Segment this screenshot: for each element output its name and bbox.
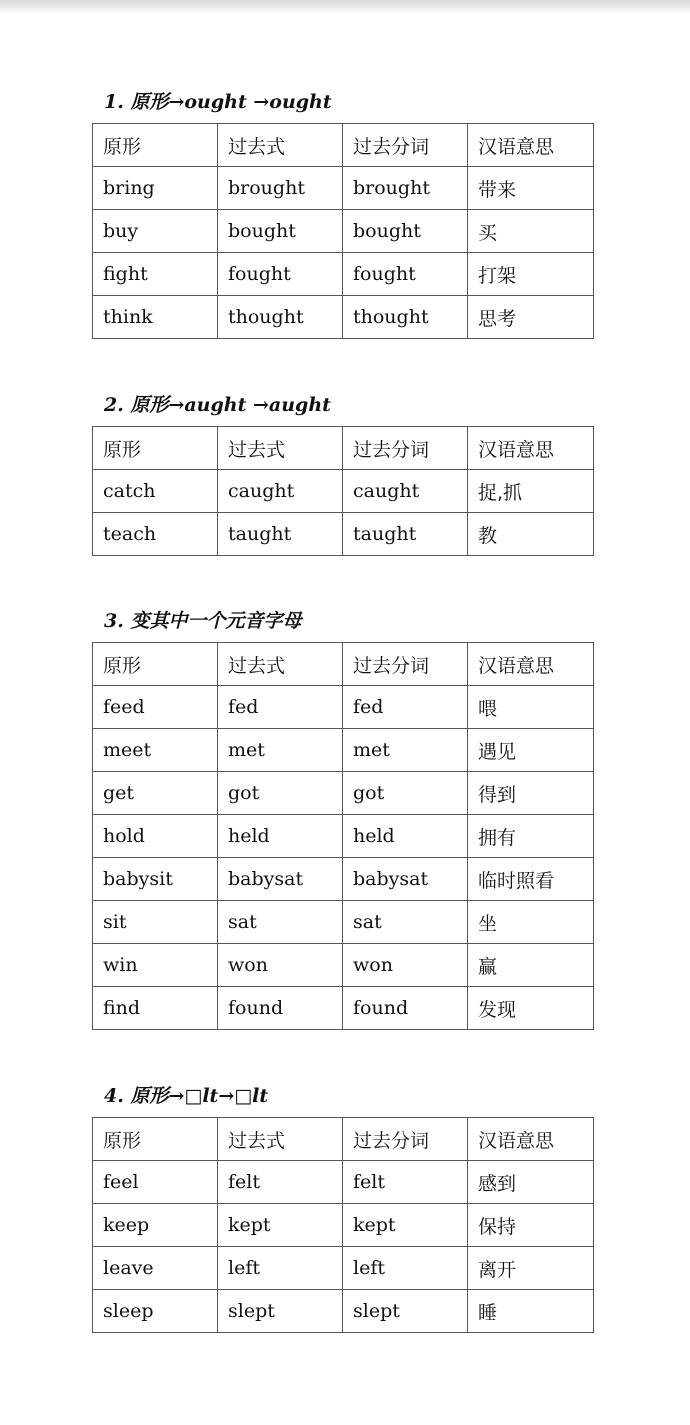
base-form-cell: keep [93,1204,218,1247]
past-tense-cell: babysat [218,858,343,901]
verb-table [92,642,594,1030]
meaning-cell: 坐 [468,901,594,944]
meaning-cell: 睡 [468,1290,594,1333]
past-tense-cell: sat [218,901,343,944]
header-chinese-meaning: 汉语意思 [468,1118,594,1161]
verb-table [92,1117,594,1333]
header-base-form: 原形 [93,124,218,167]
header-past-tense: 过去式 [218,643,343,686]
past-participle-cell: held [343,815,468,858]
past-participle-cell: fed [343,686,468,729]
meaning-cell: 赢 [468,944,594,987]
meaning-cell: 捉,抓 [468,470,594,513]
past-tense-cell: caught [218,470,343,513]
past-participle-cell: fought [343,253,468,296]
table-row [93,944,594,987]
past-participle-cell: babysat [343,858,468,901]
past-participle-cell: left [343,1247,468,1290]
meaning-cell: 教 [468,513,594,556]
table-row [93,253,594,296]
top-edge-shadow [0,0,690,14]
table-row [93,858,594,901]
header-past-participle: 过去分词 [343,124,468,167]
table-row [93,1204,594,1247]
past-participle-cell: bought [343,210,468,253]
table-row [93,470,594,513]
meaning-cell: 得到 [468,772,594,815]
past-participle-cell: brought [343,167,468,210]
meaning-cell: 买 [468,210,594,253]
base-form-cell: feed [93,686,218,729]
past-tense-cell: found [218,987,343,1030]
meaning-cell: 喂 [468,686,594,729]
meaning-cell: 保持 [468,1204,594,1247]
past-tense-cell: fought [218,253,343,296]
past-tense-cell: thought [218,296,343,339]
base-form-cell: hold [93,815,218,858]
past-tense-cell: fed [218,686,343,729]
table-row [93,296,594,339]
verb-table [92,426,594,556]
past-tense-cell: got [218,772,343,815]
section-title: 1. 原形→ought →ought [104,91,332,113]
header-chinese-meaning: 汉语意思 [468,643,594,686]
past-participle-cell: sat [343,901,468,944]
header-chinese-meaning: 汉语意思 [468,427,594,470]
base-form-cell: win [93,944,218,987]
base-form-cell: find [93,987,218,1030]
meaning-cell: 拥有 [468,815,594,858]
past-participle-cell: felt [343,1161,468,1204]
table-row [93,513,594,556]
base-form-cell: sit [93,901,218,944]
header-past-participle: 过去分词 [343,643,468,686]
past-tense-cell: felt [218,1161,343,1204]
table-row [93,772,594,815]
verb-table [92,123,594,339]
table-header-row [93,124,594,167]
header-past-tense: 过去式 [218,427,343,470]
past-tense-cell: met [218,729,343,772]
base-form-cell: fight [93,253,218,296]
header-chinese-meaning: 汉语意思 [468,124,594,167]
header-base-form: 原形 [93,643,218,686]
table-header-row [93,643,594,686]
past-tense-cell: left [218,1247,343,1290]
base-form-cell: think [93,296,218,339]
past-participle-cell: got [343,772,468,815]
table-row [93,815,594,858]
header-past-tense: 过去式 [218,1118,343,1161]
past-tense-cell: bought [218,210,343,253]
past-participle-cell: taught [343,513,468,556]
past-tense-cell: held [218,815,343,858]
past-participle-cell: met [343,729,468,772]
table-row [93,167,594,210]
past-participle-cell: won [343,944,468,987]
header-base-form: 原形 [93,1118,218,1161]
past-tense-cell: brought [218,167,343,210]
past-tense-cell: kept [218,1204,343,1247]
section-title: 3. 变其中一个元音字母 [104,610,302,632]
base-form-cell: sleep [93,1290,218,1333]
base-form-cell: babysit [93,858,218,901]
base-form-cell: teach [93,513,218,556]
past-participle-cell: slept [343,1290,468,1333]
base-form-cell: meet [93,729,218,772]
table-row [93,686,594,729]
past-participle-cell: kept [343,1204,468,1247]
table-header-row [93,1118,594,1161]
table-row [93,210,594,253]
table-row [93,901,594,944]
base-form-cell: leave [93,1247,218,1290]
meaning-cell: 遇见 [468,729,594,772]
meaning-cell: 离开 [468,1247,594,1290]
past-tense-cell: won [218,944,343,987]
table-row [93,1161,594,1204]
header-past-participle: 过去分词 [343,427,468,470]
past-participle-cell: caught [343,470,468,513]
table-header-row [93,427,594,470]
section-title: 2. 原形→aught →aught [104,394,331,416]
meaning-cell: 打架 [468,253,594,296]
meaning-cell: 临时照看 [468,858,594,901]
past-tense-cell: slept [218,1290,343,1333]
past-participle-cell: thought [343,296,468,339]
header-base-form: 原形 [93,427,218,470]
base-form-cell: feel [93,1161,218,1204]
meaning-cell: 思考 [468,296,594,339]
meaning-cell: 带来 [468,167,594,210]
section-title: 4. 原形→□lt→□lt [104,1085,269,1107]
base-form-cell: bring [93,167,218,210]
meaning-cell: 感到 [468,1161,594,1204]
table-row [93,1290,594,1333]
past-participle-cell: found [343,987,468,1030]
table-row [93,1247,594,1290]
past-tense-cell: taught [218,513,343,556]
table-row [93,987,594,1030]
table-row [93,729,594,772]
base-form-cell: get [93,772,218,815]
header-past-participle: 过去分词 [343,1118,468,1161]
base-form-cell: catch [93,470,218,513]
meaning-cell: 发现 [468,987,594,1030]
header-past-tense: 过去式 [218,124,343,167]
base-form-cell: buy [93,210,218,253]
